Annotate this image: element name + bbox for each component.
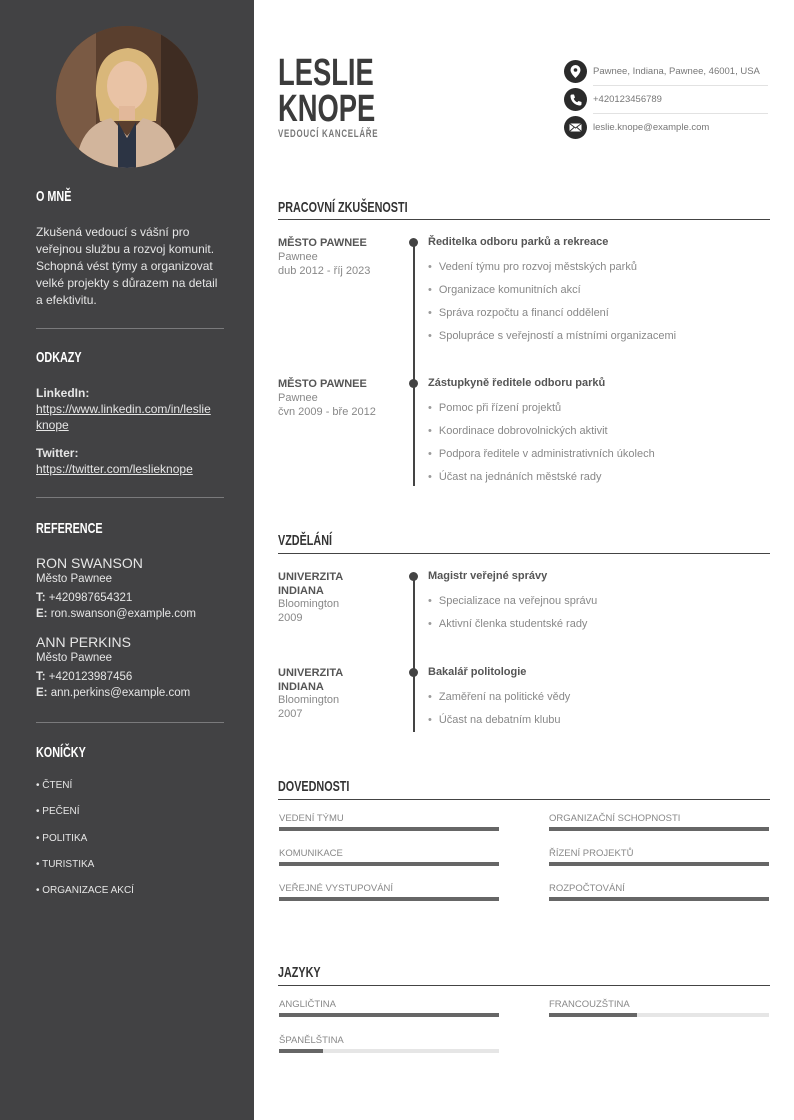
divider (36, 328, 224, 329)
degree: Magistr veřejné správy (428, 570, 548, 582)
bullet: • Vedení týmu pro rozvoj městských parků (428, 261, 637, 273)
about-heading: O MNĚ (36, 188, 72, 205)
hobby-item: • POLITIKA (36, 833, 88, 844)
bullet: • Účast na jednáních městské rady (428, 471, 602, 483)
bullet: • Koordinace dobrovolnických aktivit (428, 425, 608, 437)
about-line: velké projekty s důrazem na detail (36, 276, 218, 290)
section-rule (278, 985, 770, 986)
envelope-icon (564, 116, 587, 139)
reference-name: ANN PERKINS (36, 634, 131, 650)
job-title: VEDOUCÍ KANCELÁŘE (278, 128, 379, 140)
about-line: veřejnou službu a rozvoj komunit. (36, 242, 215, 256)
location: Pawnee (278, 251, 318, 263)
profile-photo (56, 26, 198, 168)
level-fill (279, 1049, 323, 1053)
references-heading: REFERENCE (36, 520, 103, 537)
linkedin-link[interactable] (36, 401, 211, 433)
skill-level-bar (549, 862, 769, 866)
skill-name: KOMUNIKACE (279, 848, 343, 859)
reference-org: Město Pawnee (36, 573, 113, 585)
reference-email: E: ann.perkins@example.com (36, 687, 191, 699)
year: 2007 (278, 708, 303, 720)
about-line: a efektivitu. (36, 293, 97, 307)
hobby-item: • PEČENÍ (36, 806, 80, 817)
twitter-link[interactable]: https://twitter.com/leslieknope (36, 462, 193, 476)
bullet: • Účast na debatním klubu (428, 714, 561, 726)
location: Bloomington (278, 694, 340, 706)
language-level-bar (549, 1013, 769, 1017)
dates: dub 2012 - říj 2023 (278, 265, 371, 277)
bullet: • Specializace na veřejnou správu (428, 595, 597, 607)
section-rule (278, 553, 770, 554)
first-name: LESLIE (278, 52, 374, 94)
employer: MĚSTO PAWNEE (278, 237, 367, 249)
level-fill (279, 897, 499, 901)
bullet: • Organizace komunitních akcí (428, 284, 581, 296)
timeline-dot (409, 238, 418, 247)
linkedin-label: LinkedIn: (36, 386, 90, 400)
bullet: • Správa rozpočtu a financí oddělení (428, 307, 609, 319)
location: Bloomington (278, 598, 340, 610)
language-level-bar (279, 1049, 499, 1053)
skill-name: VEŘEJNÉ VYSTUPOVÁNÍ (279, 883, 394, 894)
skill-level-bar (279, 827, 499, 831)
bullet: • Spolupráce s veřejností a místními organizacemi (428, 330, 676, 342)
language-name: ANGLIČTINA (279, 999, 337, 1010)
timeline-dot (409, 379, 418, 388)
hobby-item: • TURISTIKA (36, 859, 95, 870)
last-name: KNOPE (278, 88, 376, 130)
divider (36, 722, 224, 723)
skill-name: ORGANIZAČNÍ SCHOPNOSTI (549, 813, 681, 824)
contact-email[interactable]: leslie.knope@example.com (593, 122, 710, 133)
section-rule (278, 799, 770, 800)
reference-email: E: ron.swanson@example.com (36, 608, 196, 620)
language-level-bar (279, 1013, 499, 1017)
skill-name: VEDENÍ TÝMU (279, 813, 344, 824)
skill-name: ROZPOČTOVÁNÍ (549, 883, 625, 894)
languages-heading: JAZYKY (278, 964, 321, 981)
employer: MĚSTO PAWNEE (278, 378, 367, 390)
phone-icon (564, 88, 587, 111)
dates: čvn 2009 - bře 2012 (278, 406, 376, 418)
sidebar (0, 0, 254, 1120)
hobby-item: • ČTENÍ (36, 780, 73, 791)
reference-phone: T: +420987654321 (36, 592, 133, 604)
language-name: FRANCOUZŠTINA (549, 999, 630, 1010)
reference-org: Město Pawnee (36, 652, 113, 664)
level-fill (549, 897, 769, 901)
level-fill (279, 1013, 499, 1017)
skill-name: ŘÍZENÍ PROJEKTŮ (549, 848, 634, 859)
skill-level-bar (279, 862, 499, 866)
level-fill (279, 827, 499, 831)
twitter-label: Twitter: (36, 446, 79, 460)
school: UNIVERZITA INDIANA (278, 571, 344, 597)
location-pin-icon (564, 60, 587, 83)
bullet: • Pomoc při řízení projektů (428, 402, 561, 414)
links-heading: ODKAZY (36, 349, 82, 366)
timeline-line (413, 576, 415, 732)
bullet: • Aktivní členka studentské rady (428, 618, 587, 630)
timeline-dot (409, 668, 418, 677)
bullet: • Podpora ředitele v administrativních úkolech (428, 448, 655, 460)
contact-address: Pawnee, Indiana, Pawnee, 46001, USA (593, 66, 760, 77)
year: 2009 (278, 612, 303, 624)
experience-heading: PRACOVNÍ ZKUŠENOSTI (278, 199, 408, 216)
about-text (36, 224, 217, 309)
contact-separator (593, 85, 768, 86)
reference-phone: T: +420123987456 (36, 671, 133, 683)
contact-separator (593, 113, 768, 114)
level-fill (549, 862, 769, 866)
location: Pawnee (278, 392, 318, 404)
skill-level-bar (549, 897, 769, 901)
degree: Bakalář politologie (428, 666, 527, 678)
education-heading: VZDĚLÁNÍ (278, 532, 332, 549)
role: Ředitelka odboru parků a rekreace (428, 236, 609, 248)
about-line: Schopná vést týmy a organizovat (36, 259, 213, 273)
language-name: ŠPANĚLŠTINA (279, 1035, 344, 1046)
about-line: Zkušená vedoucí s vášní pro (36, 225, 190, 239)
role: Zástupkyně ředitele odboru parků (428, 377, 606, 389)
section-rule (278, 219, 770, 220)
link-line[interactable]: knope (36, 418, 69, 432)
timeline-line (413, 242, 415, 486)
reference-name: RON SWANSON (36, 555, 143, 571)
level-fill (279, 862, 499, 866)
school: UNIVERZITA INDIANA (278, 667, 344, 693)
skill-level-bar (279, 897, 499, 901)
link-line[interactable]: https://www.linkedin.com/in/leslie (36, 402, 211, 416)
divider (36, 497, 224, 498)
bullet: • Zaměření na politické vědy (428, 691, 570, 703)
hobby-item: • ORGANIZACE AKCÍ (36, 885, 134, 896)
level-fill (549, 827, 769, 831)
skill-level-bar (549, 827, 769, 831)
timeline-dot (409, 572, 418, 581)
skills-heading: DOVEDNOSTI (278, 778, 350, 795)
hobbies-heading: KONÍČKY (36, 744, 86, 761)
contact-phone[interactable]: +420123456789 (593, 94, 662, 105)
level-fill (549, 1013, 637, 1017)
